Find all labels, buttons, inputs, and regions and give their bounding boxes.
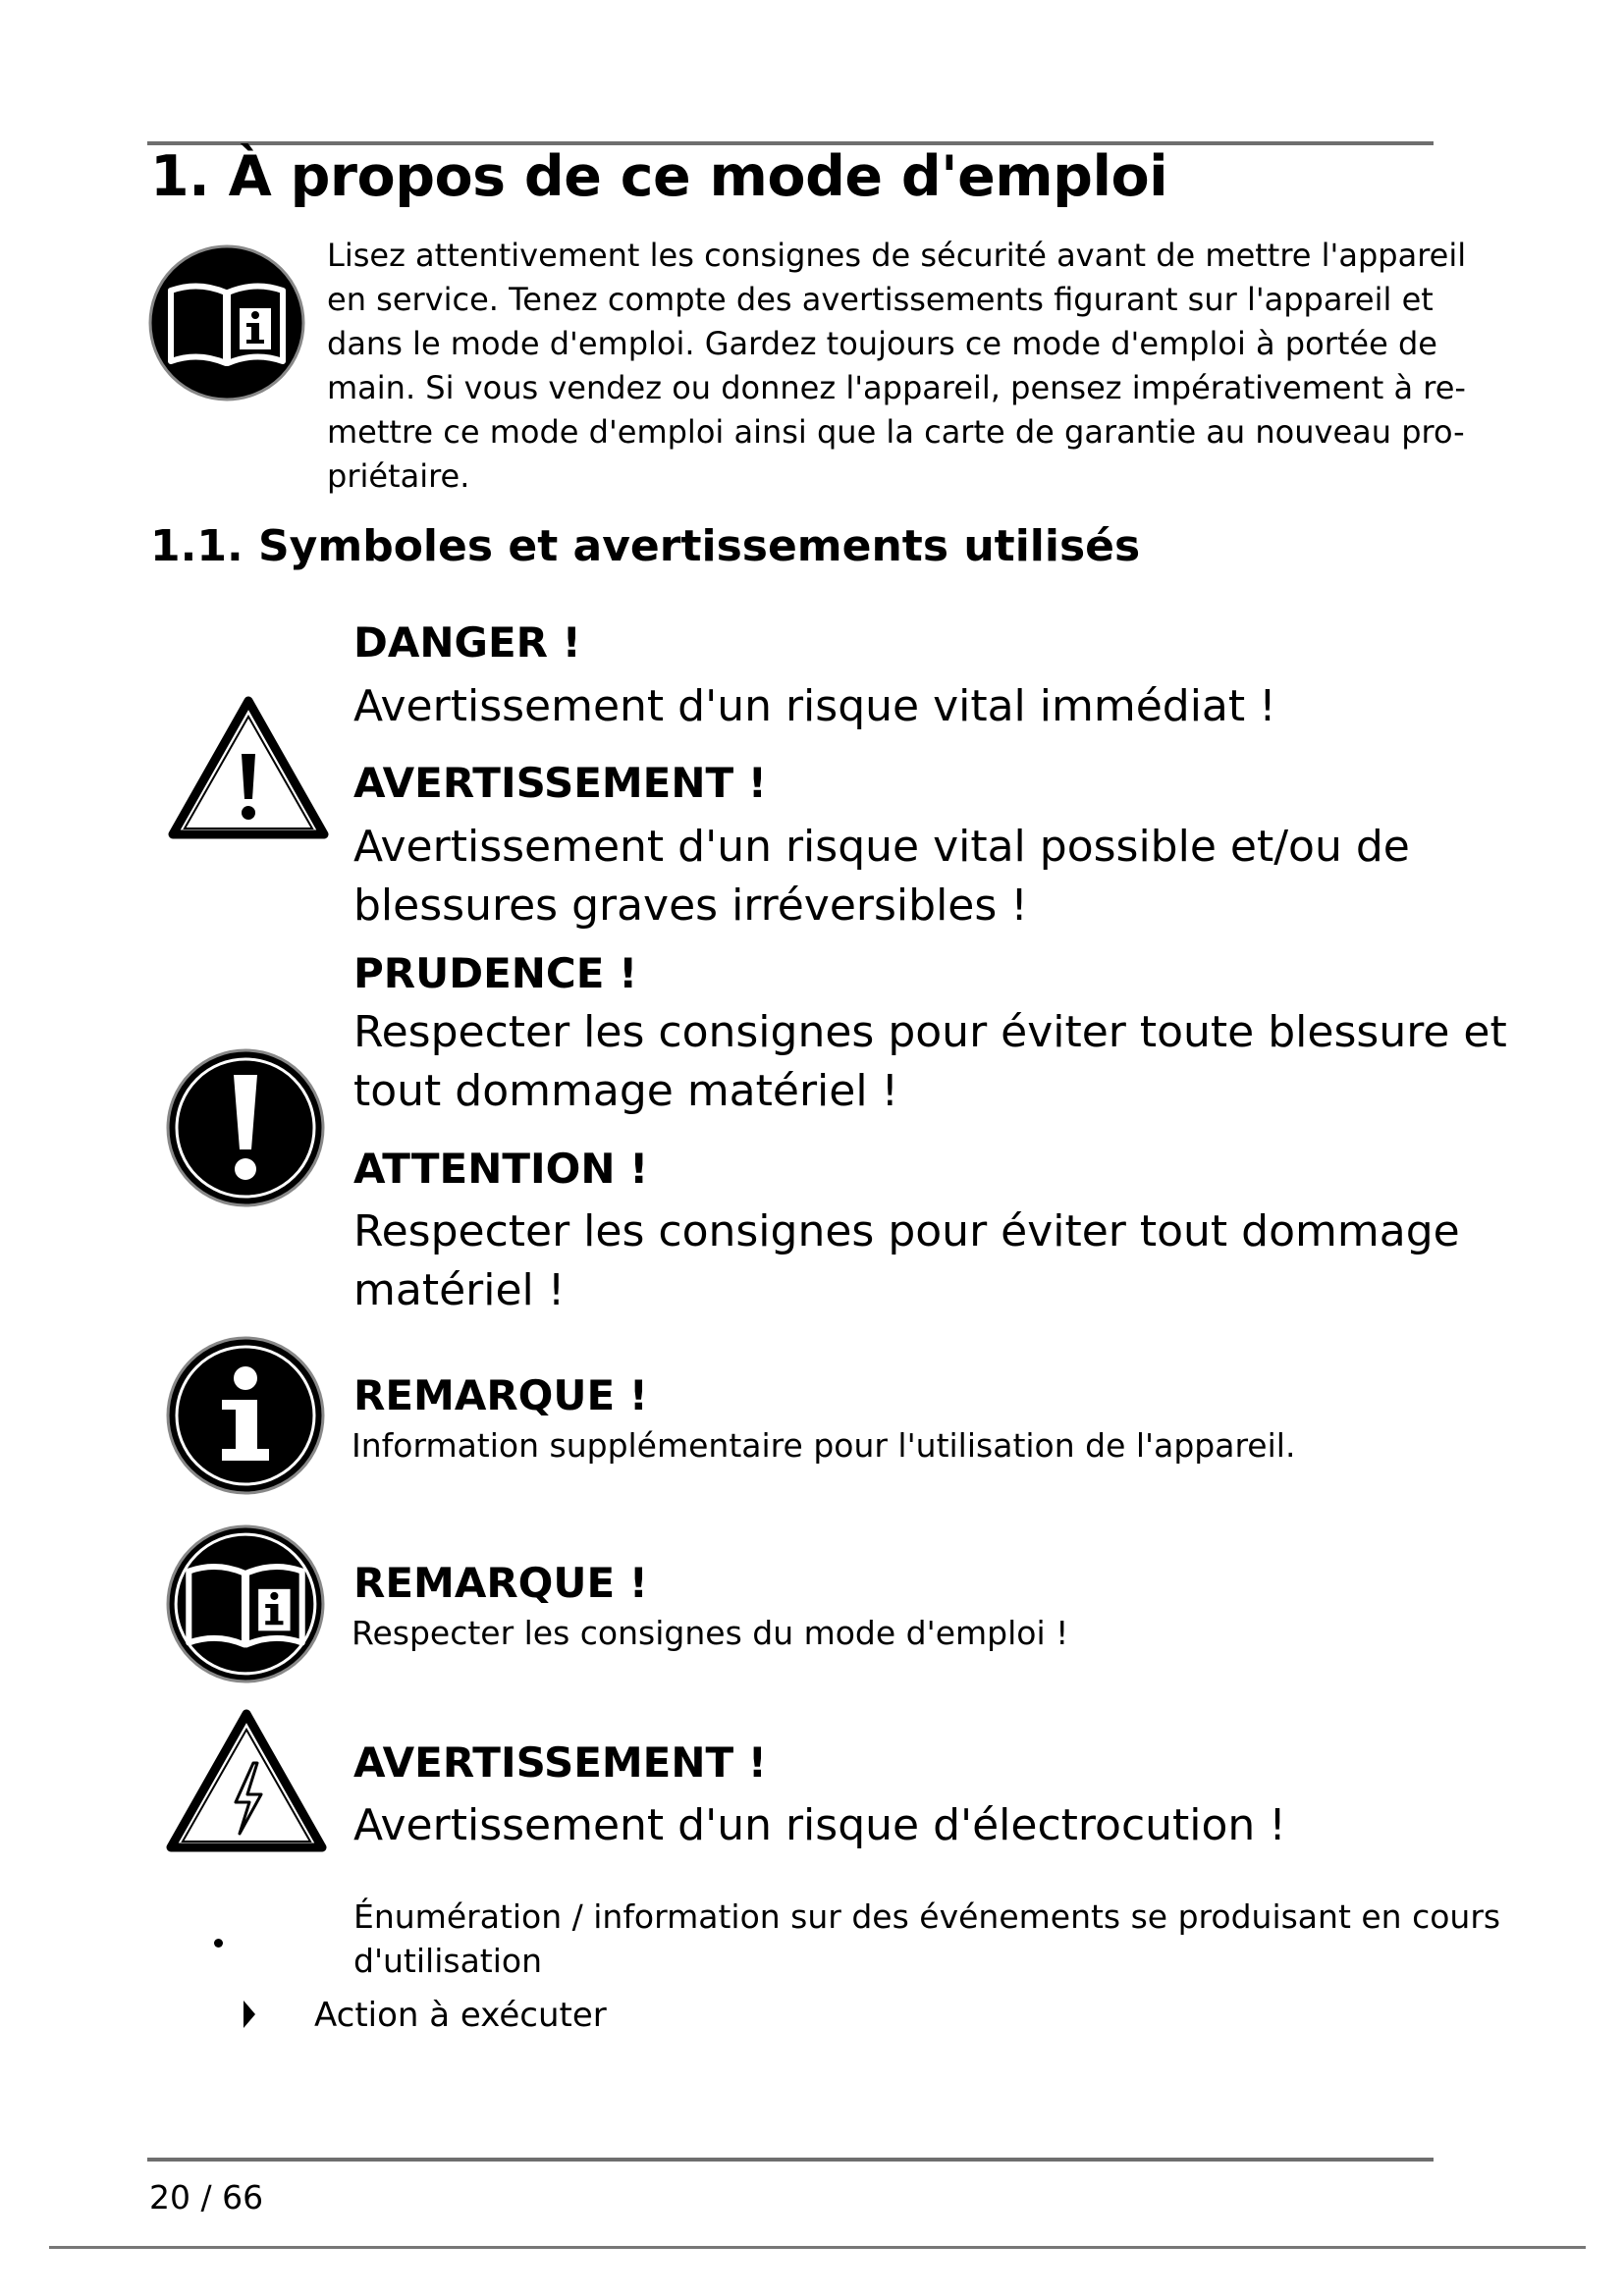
prudence-label: PRUDENCE ! (353, 949, 638, 997)
intro-paragraph (327, 234, 1467, 499)
danger-label: DANGER ! (353, 618, 581, 667)
page-title: 1. À propos de ce mode d'emploi (150, 144, 1168, 209)
info-circle-icon (165, 1335, 326, 1496)
avertissement-label: AVERTISSEMENT ! (353, 759, 767, 807)
avertissement-line: blessures graves irréversibles ! (353, 881, 1028, 931)
intro-line: en service. Tenez compte des avertissements figurant sur l'appareil et (327, 281, 1434, 318)
page-edge-line (49, 2246, 1586, 2249)
intro-line: priétaire. (327, 457, 470, 495)
electrocution-label: AVERTISSEMENT ! (353, 1738, 767, 1787)
attention-line: matériel ! (353, 1265, 566, 1315)
exclamation-circle-icon (165, 1047, 326, 1208)
action-arrow-icon (244, 2001, 255, 2028)
enumeration-text (353, 1895, 1500, 1983)
electrocution-text: Avertissement d'un risque d'électrocution ! (353, 1800, 1286, 1850)
prudence-line: tout dommage matériel ! (353, 1066, 899, 1116)
intro-line: dans le mode d'emploi. Gardez toujours ce mode d'emploi à portée de (327, 325, 1437, 362)
action-text: Action à exécuter (314, 1996, 607, 2035)
remarque-info-text: Information supplémentaire pour l'utilisation de l'appareil. (352, 1426, 1296, 1465)
subsection-title: 1.1. Symboles et avertissements utilisés (150, 521, 1141, 571)
electric-hazard-icon (165, 1708, 328, 1855)
manual-info-icon (165, 1523, 326, 1684)
warning-triangle-icon (167, 695, 330, 842)
remarque-info-label: REMARQUE ! (353, 1371, 648, 1419)
manual-info-icon (147, 243, 306, 402)
bullet-icon (214, 1939, 223, 1948)
intro-line: Lisez attentivement les consignes de sécurité avant de mettre l'appareil (327, 237, 1467, 274)
attention-label: ATTENTION ! (353, 1145, 649, 1193)
enumeration-line: Énumération / information sur des événements se produisant en cours (353, 1897, 1501, 1936)
danger-text: Avertissement d'un risque vital immédiat ! (353, 681, 1276, 731)
avertissement-line: Avertissement d'un risque vital possible et/ou de (353, 822, 1410, 872)
attention-text (353, 1202, 1460, 1320)
attention-line: Respecter les consignes pour éviter tout dommage (353, 1206, 1460, 1256)
intro-line: mettre ce mode d'emploi ainsi que la carte de garantie au nouveau pro- (327, 413, 1465, 451)
enumeration-line: d'utilisation (353, 1942, 543, 1980)
prudence-text (353, 1003, 1507, 1121)
page-number: 20 / 66 (149, 2178, 264, 2216)
remarque-manual-text: Respecter les consignes du mode d'emploi ! (352, 1614, 1069, 1652)
intro-line: main. Si vous vendez ou donnez l'appareil, pensez impérativement à re- (327, 369, 1466, 406)
prudence-line: Respecter les consignes pour éviter toute blessure et (353, 1007, 1507, 1057)
footer-rule (147, 2158, 1434, 2162)
avertissement-text (353, 818, 1410, 935)
remarque-manual-label: REMARQUE ! (353, 1559, 648, 1607)
